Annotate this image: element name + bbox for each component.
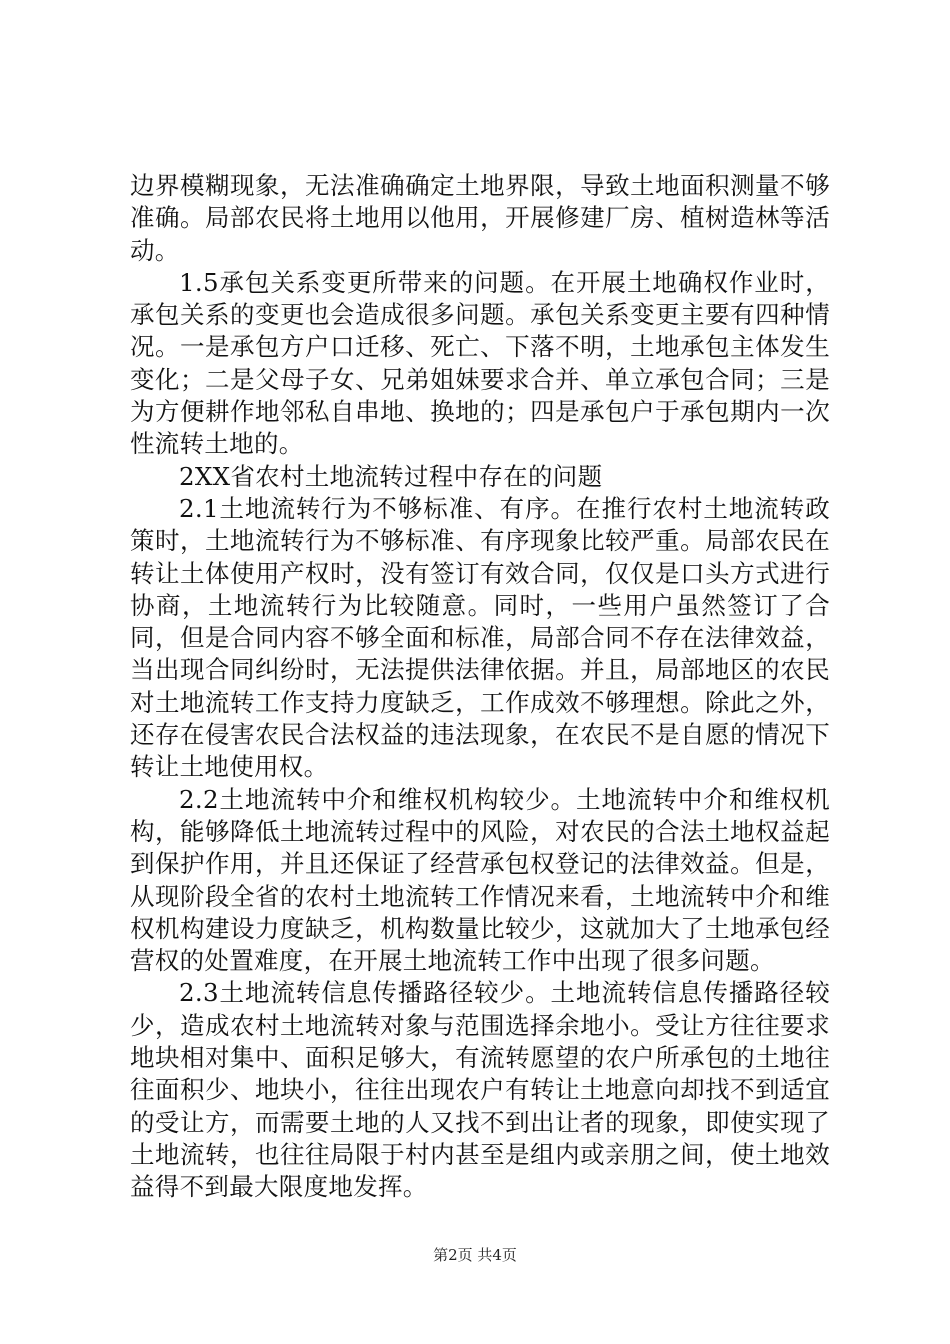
document-body: [130, 170, 830, 1204]
paragraph-section-2-3: 2.3土地流转信息传播路径较少。土地流转信息传播路径较少，造成农村土地流转对象与范围选择余地小。受让方往往要求地块相对集中、面积足够大，有流转愿望的农户所承包的土地往往面积少、地块小，往往出现农户有转让土地意向却找不到适宜的受让方，而需要土地的人又找不到出让者的现象，即使实现了土地流转，也往往局限于村内甚至是组内或亲朋之间，使土地效益得不到最大限度地发挥。: [130, 978, 830, 1202]
page-number-label: 第2页 共4页: [433, 1246, 517, 1264]
section-heading-2: 2XX省农村土地流转过程中存在的问题: [179, 461, 603, 491]
paragraph-section-2-1: 2.1土地流转行为不够标准、有序。在推行农村土地流转政策时，土地流转行为不够标准、有序现象比较严重。局部农民在转让土体使用产权时，没有签订有效合同，仅仅是口头方式进行协商，土地流转行为比较随意。同时，一些用户虽然签订了合同，但是合同内容不够全面和标准，局部合同不存在法律效益，当出现合同纠纷时，无法提供法律依据。并且，局部地区的农民对土地流转工作支持力度缺乏，工作成效不够理想。除此之外，还存在侵害农民合法权益的违法现象，在农民不是自愿的情况下转让土地使用权。: [130, 493, 830, 782]
page-footer: [0, 1245, 950, 1265]
paragraph-section-2-2: 2.2土地流转中介和维权机构较少。土地流转中介和维权机构，能够降低土地流转过程中的风险，对农民的合法土地权益起到保护作用，并且还保证了经营承包权登记的法律效益。但是，从现阶段全省的农村土地流转工作情况来看，土地流转中介和维权机构建设力度缺乏，机构数量比较少，这就加大了土地承包经营权的处置难度，在开展土地流转工作中出现了很多问题。: [130, 784, 830, 976]
paragraph-continuation: 边界模糊现象，无法准确确定土地界限，导致土地面积测量不够准确。局部农民将土地用以他用，开展修建厂房、植树造林等活动。: [130, 171, 830, 265]
paragraph-section-1-5: 1.5承包关系变更所带来的问题。在开展土地确权作业时，承包关系的变更也会造成很多问题。承包关系变更主要有四种情况。一是承包方户口迁移、死亡、下落不明，土地承包主体发生变化；二是父母子女、兄弟姐妹要求合并、单立承包合同；三是为方便耕作地邻私自串地、换地的；四是承包户于承包期内一次性流转土地的。: [130, 267, 830, 459]
